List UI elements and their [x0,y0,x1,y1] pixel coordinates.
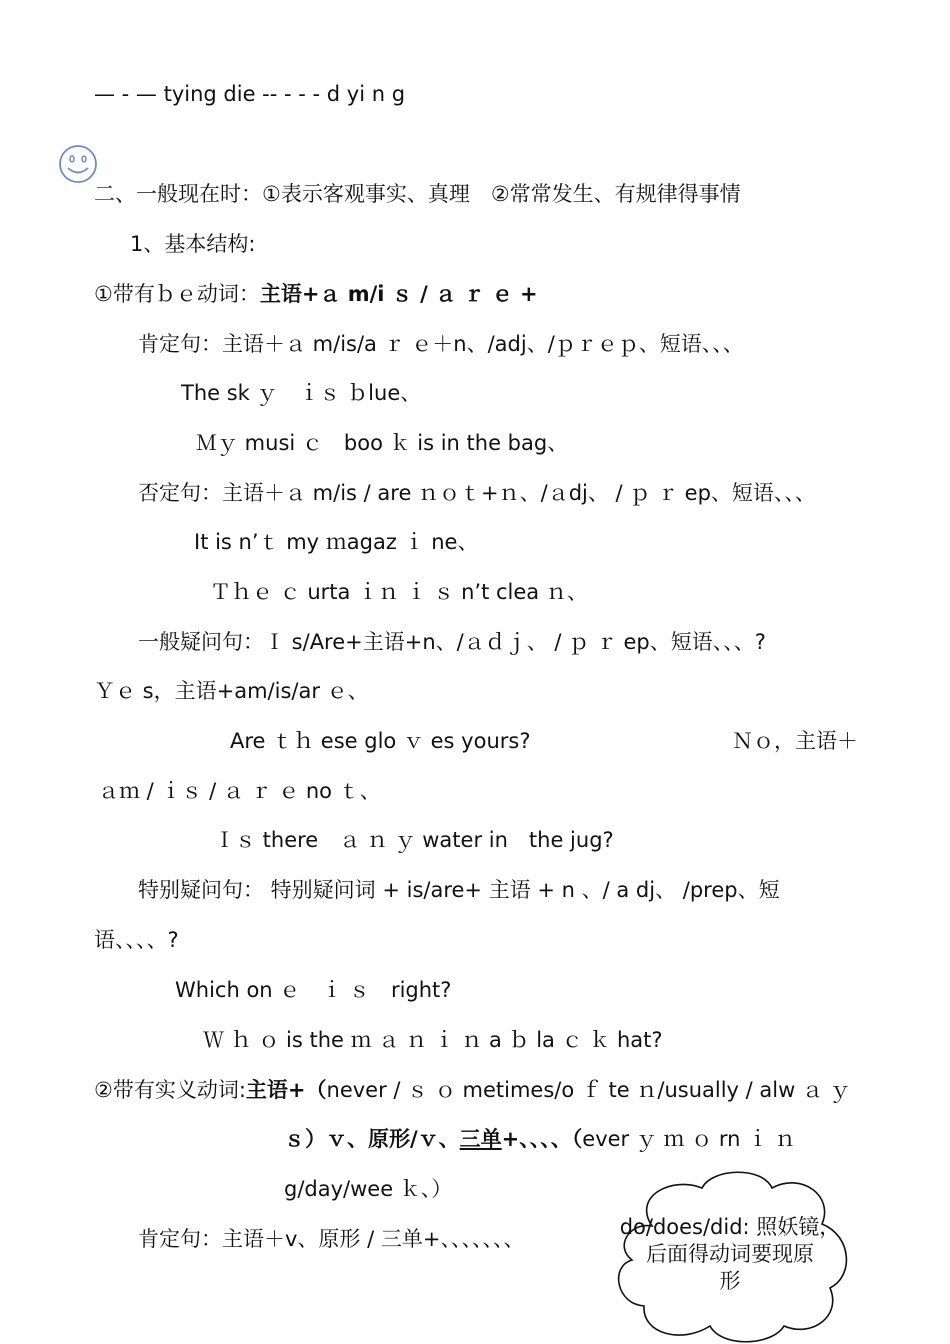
verb-forms: ｓ）ｖ、原形/ｖ、 [284,1127,460,1151]
action-verb-structure [94,1076,851,1104]
action-verb-formula [284,1125,796,1153]
section-heading-simple-present: 二、一般现在时：①表示客观事实、真理 ②常常发生、有规律得事情 [94,182,741,206]
be-verb-label: ①带有ｂｅ动词： [94,282,260,306]
yes-answer-rule: Ｙｅ s，主语+am/is/ar ｅ、 [94,679,369,703]
cloud-note-keyword: do/does/did: [619,1215,750,1239]
time-expressions-cont [284,1175,452,1203]
be-verb-formula: 主语+ａ m/i ｓ / ａ ｒ ｅ + [259,282,538,306]
third-person-singular: 三单 [459,1127,502,1151]
cloud-note [618,1214,842,1295]
action-affirmative-rule: 肯定句：主语＋v、原形 / 三单+、、、、、、、 [138,1227,525,1251]
example-sentence: It is n’ｔ my ｍagaz ｉ ne、 [194,530,479,554]
example-sentence: Ｍｙ musi ｃ boo ｋ is in the bag、 [196,431,569,455]
action-verb-formula-start: 主语+（ [245,1078,327,1102]
cloud-note-line1 [618,1214,842,1241]
example-sentence: Ｗ ｈ ｏ is the ｍ ａ ｎ ｉ ｎ a ｂ la ｃ ｋ hat? [203,1028,663,1052]
example-sentence: Ｉｓ there ａ ｎ ｙ water in the jug? [214,828,614,852]
cloud-note-line3: 形 [719,1269,741,1293]
time-expressions-end: g/day/wee ｋ、） [284,1177,453,1201]
wh-question-rule: 特别疑问句： 特别疑问词 + is/are+ 主语 + n 、/ a dj、 /prep、短 [138,878,780,902]
negative-rule: 否定句：主语＋ａ m/is / are ｎｏｔ+ｎ、/ａdj、 / ｐ ｒ ep、短语、、、 [138,481,816,505]
no-answer-rule: Ｎｏ，主语＋ [732,729,858,753]
example-sentence: The sk ｙ ｉｓ ｂlue、 [181,381,422,405]
smiley-face-icon [58,144,98,184]
wh-question-rule-cont: 语、、、、? [94,928,179,952]
verb-ing-example: — - — tying die -- - - - d yi n g [94,82,406,106]
example-sentence: Are ｔｈ ese glo ｖ es yours? [230,729,531,753]
example-sentence: Which on ｅ ｉ ｓ right? [175,978,452,1002]
action-verb-label: ②带有实义动词: [94,1078,246,1102]
be-verb-structure [94,280,538,308]
formula-continuation: +、、、、（ [501,1127,583,1151]
cloud-note-text: 照妖镜， [749,1215,841,1239]
cloud-note-line2: 后面得动词要现原 [646,1242,814,1266]
frequency-adverbs: never / ｓ ｏ metimes/o ｆ te ｎ/usually / alw ａ ｙ [326,1078,851,1102]
basic-structure-heading: 1、基本结构: [130,232,256,256]
yes-no-question-rule: 一般疑问句：Ｉ s/Are+主语+n、/ａｄｊ、 / ｐ ｒ ep、短语、、、? [138,630,766,654]
no-answer-rule-cont: ａｍ / ｉｓ / ａ ｒ ｅ no ｔ、 [98,779,381,803]
example-sentence: Ｔｈｅ ｃ urta ｉｎ ｉ ｓ n’t clea ｎ、 [210,580,588,604]
affirmative-rule: 肯定句：主语＋ａ m/is/a ｒ ｅ＋n、/adj、/ｐｒｅｐ、短语、、、 [138,332,744,356]
time-expressions: ever ｙ ｍ ｏ rn ｉ ｎ [582,1127,796,1151]
